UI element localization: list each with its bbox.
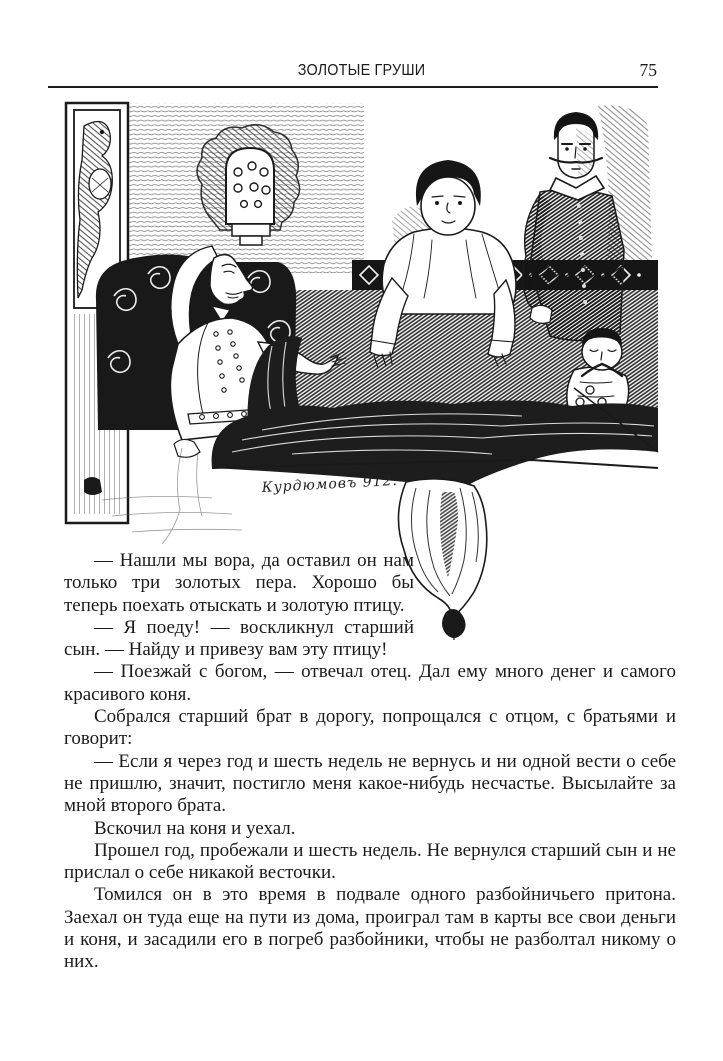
illustration-overhang-spacer [414,550,676,634]
paragraph: Вскочил на коня и уехал. [94,817,296,839]
paragraph: — Нашли мы вора, да оставил он нам только три золотых пера. Хорошо бы теперь поехать отыскать и золотую птицу. [64,550,414,616]
chair-paw [84,477,102,495]
paragraph: — Поезжай с богом, — отвечал отец. Дал ему много денег и самого красивого коня. [64,661,676,705]
paragraph: — Я поеду! — воскликнул старший сын. — Найду и привезу вам эту птицу! [64,616,414,661]
paragraph: Томился он в это время в подвале одного разбойничьего притона. Заехал он туда еще на пути из дома, проиграл там в карты все свои деньги и коня, и засадили его в погреб разбойники, чтобы не разболтал никому о них. [64,884,676,973]
paragraph: Собрался старший брат в дорогу, попрощался с отцом, с братьями и говорит: [64,706,676,750]
running-head-title: ЗОЛОТЫЕ ГРУШИ [297,62,426,79]
story-text [64,550,676,974]
paragraph: Прошел год, пробежали и шесть недель. Не вернулся старший сын и не прислал о себе никакой весточки. [64,839,676,884]
page-number: 75 [639,60,657,80]
paragraph: — Если я через год и шесть недель не вернусь и ни одной вести о себе не пришлю, значит, постигло меня какое-нибудь несчастье. Высылайте за мной второго брата. [64,750,676,817]
artist-signature: Курдюмовъ 912. [261,472,399,496]
header-rule [48,86,658,88]
